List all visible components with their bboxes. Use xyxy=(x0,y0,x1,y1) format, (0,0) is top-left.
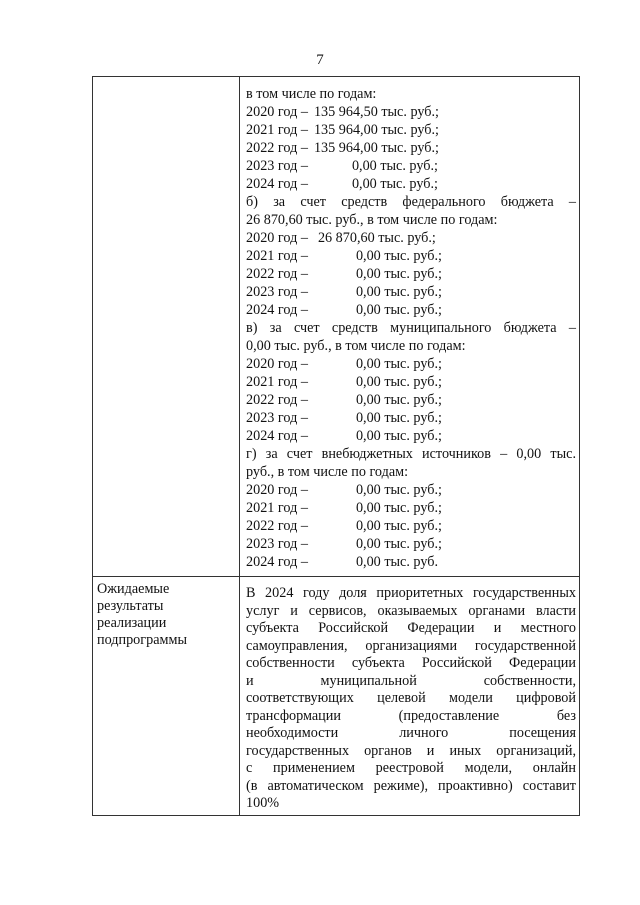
results-text-line: соответствующих целевой модели цифровой xyxy=(246,690,576,706)
extra-heading-line2: руб., в том числе по годам: xyxy=(246,464,409,480)
amount-value: 0,00 тыс. руб.; xyxy=(355,302,442,318)
dash-separator: – xyxy=(300,122,308,138)
amount-value: 0,00 тыс. руб.; xyxy=(355,428,442,444)
year-amount-line xyxy=(246,103,576,121)
page-number: 7 xyxy=(316,52,324,68)
year-label: 2021 год xyxy=(246,500,298,516)
dash-separator: – xyxy=(300,284,308,300)
amount-value: 0,00 тыс. руб.; xyxy=(355,410,442,426)
results-text-line: необходимости личного посещения xyxy=(246,725,576,741)
funding-row xyxy=(92,76,580,577)
funding-label-cell xyxy=(93,77,240,576)
results-text-line: 100% xyxy=(246,795,280,811)
results-label-line: результаты xyxy=(97,598,164,614)
year-label: 2023 год xyxy=(246,536,298,552)
dash-separator: – xyxy=(300,158,308,174)
year-amount-line xyxy=(246,175,576,193)
amount-value: 0,00 тыс. руб.; xyxy=(355,248,442,264)
dash-separator: – xyxy=(300,302,308,318)
year-amount-line xyxy=(246,409,576,427)
amount-value: 0,00 тыс. руб.; xyxy=(351,176,438,192)
funding-text-cell xyxy=(240,77,579,576)
results-label-line: реализации xyxy=(97,615,167,631)
amount-value: 0,00 тыс. руб.; xyxy=(355,482,442,498)
year-amount-line xyxy=(246,265,576,283)
year-label: 2020 год xyxy=(246,230,298,246)
dash-separator: – xyxy=(300,392,308,408)
year-amount-line xyxy=(246,139,576,157)
amount-value: 0,00 тыс. руб.; xyxy=(351,158,438,174)
year-label: 2020 год xyxy=(246,356,298,372)
year-label: 2024 год xyxy=(246,428,298,444)
amount-value: 135 964,00 тыс. руб.; xyxy=(313,140,439,156)
amount-value: 0,00 тыс. руб.; xyxy=(355,536,442,552)
year-label: 2023 год xyxy=(246,284,298,300)
year-label: 2021 год xyxy=(246,374,298,390)
federal-heading-line1: б) за счет средств федерального бюджета – xyxy=(246,194,576,210)
results-text-line: самоуправления, организациями государственной xyxy=(246,637,576,654)
year-label: 2024 год xyxy=(246,554,298,570)
program-table xyxy=(92,76,580,816)
year-label: 2023 год xyxy=(246,158,298,174)
municipal-years-list xyxy=(246,355,576,445)
year-amount-line xyxy=(246,391,576,409)
year-amount-line xyxy=(246,229,576,247)
year-amount-line xyxy=(246,301,576,319)
dash-separator: – xyxy=(300,176,308,192)
amount-value: 26 870,60 тыс. руб.; xyxy=(317,230,436,246)
dash-separator: – xyxy=(300,230,308,246)
amount-value: 0,00 тыс. руб.; xyxy=(355,518,442,534)
amount-value: 0,00 тыс. руб.; xyxy=(355,500,442,516)
year-amount-line xyxy=(246,517,576,535)
year-label: 2020 год xyxy=(246,482,298,498)
year-label: 2024 год xyxy=(246,176,298,192)
results-text-line: В 2024 году доля приоритетных государственных xyxy=(246,585,576,601)
year-amount-line xyxy=(246,355,576,373)
dash-separator: – xyxy=(300,500,308,516)
dash-separator: – xyxy=(300,482,308,498)
year-label: 2022 год xyxy=(246,140,298,156)
amount-value: 135 964,00 тыс. руб.; xyxy=(313,122,439,138)
amount-value: 135 964,50 тыс. руб.; xyxy=(313,104,439,120)
results-label-line: Ожидаемые xyxy=(97,581,170,597)
results-text-line: государственных органов и иных организаций, xyxy=(246,742,576,759)
results-label-cell xyxy=(93,577,240,815)
year-amount-line xyxy=(246,427,576,445)
results-text-line: с применением реестровой модели, онлайн xyxy=(246,760,576,776)
amount-value: 0,00 тыс. руб.; xyxy=(355,356,442,372)
dash-separator: – xyxy=(300,518,308,534)
results-text-cell xyxy=(240,577,579,815)
dash-separator: – xyxy=(300,266,308,282)
regional-years-list xyxy=(246,103,576,193)
results-text-line: услуг и сервисов, оказываемых органами власти xyxy=(246,602,576,619)
dash-separator: – xyxy=(300,248,308,264)
year-amount-line xyxy=(246,283,576,301)
year-label: 2024 год xyxy=(246,302,298,318)
municipal-heading-line1: в) за счет средств муниципального бюджета – xyxy=(246,320,576,336)
year-label: 2022 год xyxy=(246,266,298,282)
funding-intro: в том числе по годам: xyxy=(246,86,377,102)
year-amount-line xyxy=(246,535,576,553)
year-amount-line xyxy=(246,373,576,391)
dash-separator: – xyxy=(300,356,308,372)
dash-separator: – xyxy=(300,554,308,570)
amount-value: 0,00 тыс. руб. xyxy=(355,554,439,570)
amount-value: 0,00 тыс. руб.; xyxy=(355,284,442,300)
year-label: 2023 год xyxy=(246,410,298,426)
results-text-line: собственности субъекта Российской Федерации xyxy=(246,655,576,671)
dash-separator: – xyxy=(300,374,308,390)
year-amount-line xyxy=(246,499,576,517)
results-text-line: и муниципальной собственности, xyxy=(246,672,576,689)
dash-separator: – xyxy=(300,104,308,120)
results-row xyxy=(92,577,580,816)
municipal-heading-line2: 0,00 тыс. руб., в том числе по годам: xyxy=(246,338,466,354)
year-amount-line xyxy=(246,121,576,139)
year-label: 2020 год xyxy=(246,104,298,120)
results-label-line: подпрограммы xyxy=(97,632,187,648)
year-amount-line xyxy=(246,157,576,175)
dash-separator: – xyxy=(300,140,308,156)
dash-separator: – xyxy=(300,410,308,426)
amount-value: 0,00 тыс. руб.; xyxy=(355,392,442,408)
results-text-line: трансформации (предоставление без xyxy=(246,707,576,724)
year-label: 2021 год xyxy=(246,248,298,264)
year-amount-line xyxy=(246,553,576,571)
year-label: 2021 год xyxy=(246,122,298,138)
year-label: 2022 год xyxy=(246,392,298,408)
extra-years-list xyxy=(246,481,576,571)
results-text-line: (в автоматическом режиме), проактивно) составит xyxy=(246,777,576,794)
amount-value: 0,00 тыс. руб.; xyxy=(355,374,442,390)
year-label: 2022 год xyxy=(246,518,298,534)
amount-value: 0,00 тыс. руб.; xyxy=(355,266,442,282)
dash-separator: – xyxy=(300,428,308,444)
results-text-line: субъекта Российской Федерации и местного xyxy=(246,620,576,636)
extra-heading-line1: г) за счет внебюджетных источников – 0,00 тыс. xyxy=(246,446,576,462)
year-amount-line xyxy=(246,481,576,499)
federal-heading-line2: 26 870,60 тыс. руб., в том числе по годам: xyxy=(246,212,498,228)
federal-years-list xyxy=(246,229,576,319)
dash-separator: – xyxy=(300,536,308,552)
year-amount-line xyxy=(246,247,576,265)
